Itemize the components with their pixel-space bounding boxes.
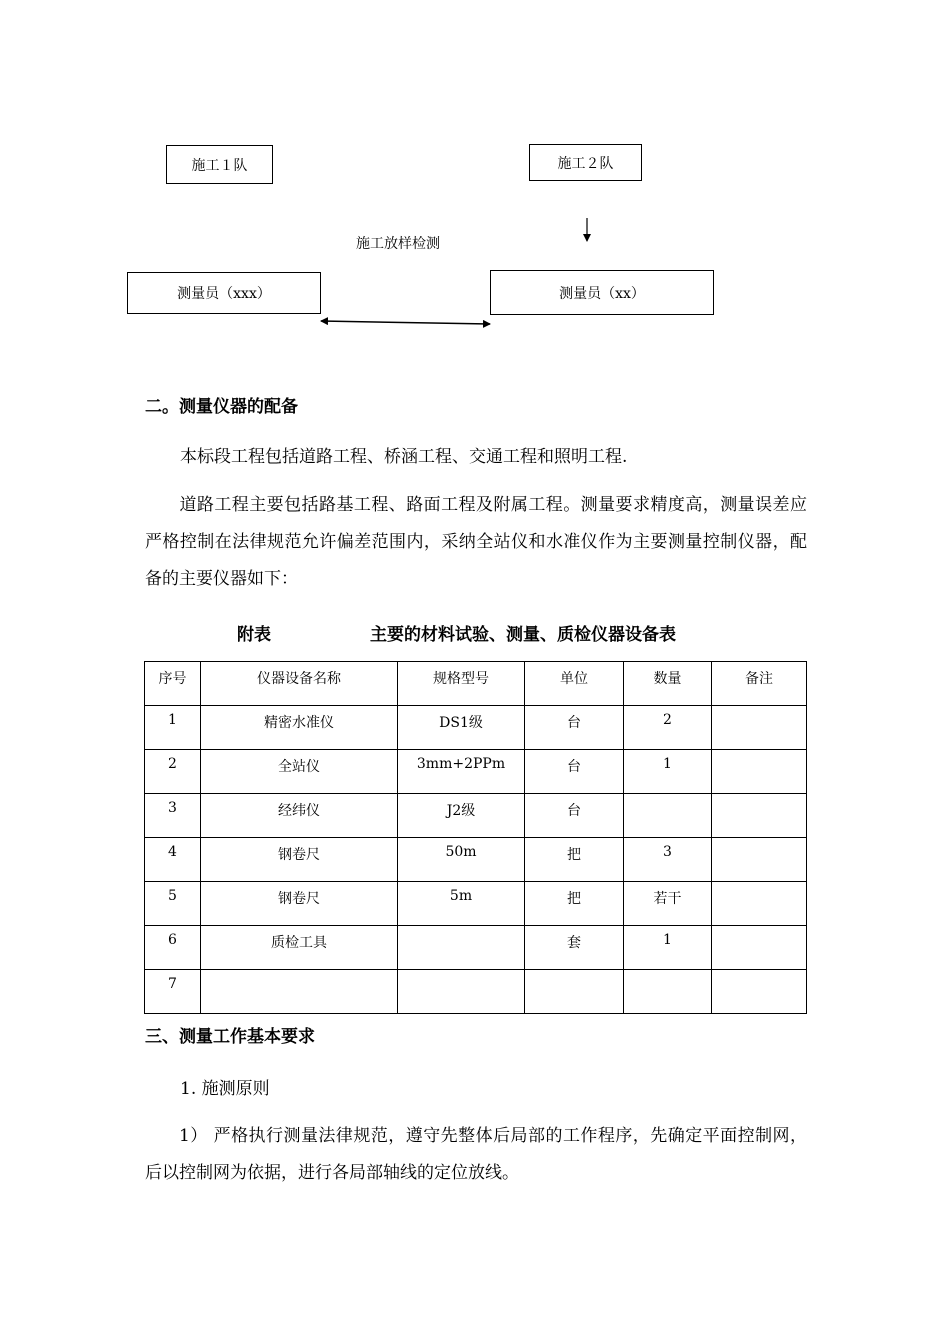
surveyor1-label: 测量员（xxx） <box>177 286 271 302</box>
cell-name: 质检工具 <box>201 926 398 970</box>
table-caption-left: 附表 <box>237 625 271 645</box>
cell-spec: J2级 <box>398 794 525 838</box>
cell-name: 精密水准仪 <box>201 706 398 750</box>
section3-item1-1-text: 1） 严格执行测量法律规范，遵守先整体后局部的工作程序，先确定平面控制网，后以控制网为依据，进行各局部轴线的定位放线。 <box>145 1126 807 1183</box>
cell-quantity <box>624 794 712 838</box>
cell-unit: 把 <box>525 882 624 926</box>
cell-unit: 台 <box>525 706 624 750</box>
cell-quantity: 若干 <box>624 882 712 926</box>
cell-unit <box>525 970 624 1014</box>
diagram-arrows <box>0 0 950 400</box>
surveyor2-label: 测量员（xx） <box>559 285 645 302</box>
cell-quantity: 2 <box>624 706 712 750</box>
table-row <box>145 750 807 794</box>
cell-name: 经纬仪 <box>201 794 398 838</box>
cell-unit: 套 <box>525 926 624 970</box>
cell-unit: 把 <box>525 838 624 882</box>
cell-remarks <box>712 750 807 794</box>
table-row <box>145 706 807 750</box>
cell-index: 3 <box>145 794 201 838</box>
cell-index: 7 <box>145 970 201 1014</box>
cell-index: 6 <box>145 926 201 970</box>
cell-spec: DS1级 <box>398 706 525 750</box>
cell-name: 钢卷尺 <box>201 882 398 926</box>
cell-unit: 台 <box>525 750 624 794</box>
section3-item1: 1. 施测原则 <box>180 1079 270 1099</box>
cell-unit: 台 <box>525 794 624 838</box>
cell-spec: 50m <box>398 838 525 882</box>
cell-remarks <box>712 838 807 882</box>
cell-remarks <box>712 882 807 926</box>
equipment-table <box>144 661 807 1014</box>
cell-remarks <box>712 970 807 1014</box>
table-row <box>145 882 807 926</box>
cell-name: 全站仪 <box>201 750 398 794</box>
double-arrow <box>321 321 490 324</box>
table-header-row <box>145 662 807 706</box>
cell-spec: 5m <box>398 882 525 926</box>
team1-label: 施工１队 <box>191 157 248 174</box>
section2-para1: 本标段工程包括道路工程、桥涵工程、交通工程和照明工程. <box>180 447 628 467</box>
cell-quantity <box>624 970 712 1014</box>
table-row <box>145 838 807 882</box>
cell-index: 4 <box>145 838 201 882</box>
diagram-center-label: 施工放样检测 <box>356 236 440 252</box>
table-row <box>145 794 807 838</box>
cell-index: 1 <box>145 706 201 750</box>
cell-spec <box>398 926 525 970</box>
team2-label: 施工２队 <box>557 155 614 172</box>
section3-item1-1 <box>145 1118 807 1192</box>
cell-spec <box>398 970 525 1014</box>
header-spec: 规格型号 <box>398 662 525 706</box>
cell-name: 钢卷尺 <box>201 838 398 882</box>
header-unit: 单位 <box>525 662 624 706</box>
table-caption-right: 主要的材料试验、测量、质检仪器设备表 <box>370 625 676 645</box>
cell-quantity: 1 <box>624 750 712 794</box>
table-row <box>145 970 807 1014</box>
cell-spec: 3mm+2PPm <box>398 750 525 794</box>
header-index: 序号 <box>145 662 201 706</box>
cell-remarks <box>712 794 807 838</box>
cell-remarks <box>712 706 807 750</box>
section2-heading: 二。测量仪器的配备 <box>145 397 298 417</box>
cell-index: 5 <box>145 882 201 926</box>
cell-remarks <box>712 926 807 970</box>
header-name: 仪器设备名称 <box>201 662 398 706</box>
section3-heading: 三、测量工作基本要求 <box>145 1027 315 1047</box>
cell-quantity: 1 <box>624 926 712 970</box>
table-row <box>145 926 807 970</box>
cell-quantity: 3 <box>624 838 712 882</box>
cell-index: 2 <box>145 750 201 794</box>
cell-name <box>201 970 398 1014</box>
header-quantity: 数量 <box>624 662 712 706</box>
header-remarks: 备注 <box>712 662 807 706</box>
section2-para2 <box>145 487 807 598</box>
section2-para2-text: 道路工程主要包括路基工程、路面工程及附属工程。测量要求精度高，测量误差应严格控制在法律规范允许偏差范围内，采纳全站仪和水准仪作为主要测量控制仪器，配备的主要仪器如下： <box>145 495 807 589</box>
